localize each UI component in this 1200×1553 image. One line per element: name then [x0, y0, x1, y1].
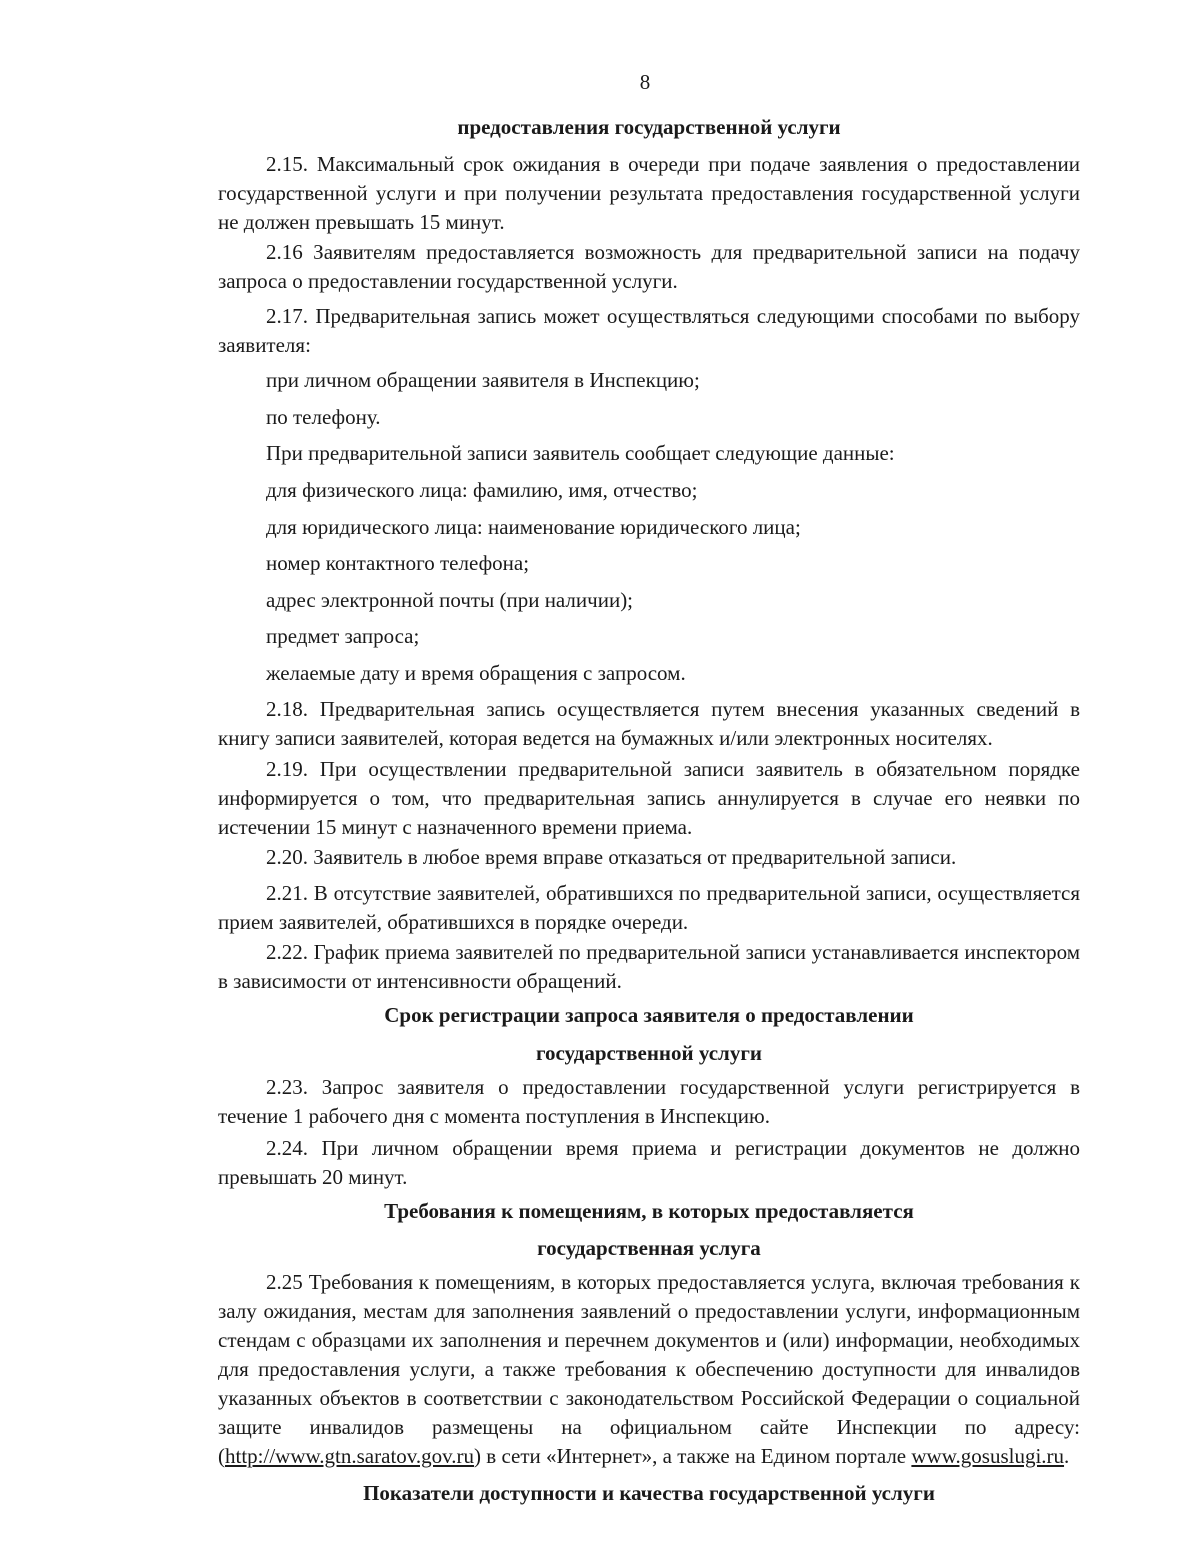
paragraph-2-25-end: . — [1064, 1444, 1070, 1468]
section-heading: государственная услуга — [537, 1236, 761, 1260]
section-heading: Срок регистрации запроса заявителя о предоставлении — [384, 1003, 914, 1027]
section-heading: государственной услуги — [536, 1041, 762, 1065]
paragraph-2-23: 2.23. Запрос заявителя о предоставлении государственной услуги регистрируется в течение 1 рабочего дня с момента поступления в Инспекцию. — [218, 1075, 1080, 1128]
paragraph-2-25-text: 2.25 Требования к помещениям, в которых предоставляется услуга, включая требования к залу ожидания, местам для заполнения заявлений о предоставлении услуги, информационным стендам с образцами их заполнения и перечнем документов и (или) информации, необходимых для предоставления услуги, а также требования к обеспечению доступности для инвалидов указанных объектов в соответствии с законодательством Российской Федерации о социальной защите инвалидов размещены на официальном сайте Инспекции по адресу: ( — [218, 1270, 1080, 1468]
paragraph-2-21: 2.21. В отсутствие заявителей, обратившихся по предварительной записи, осуществляется прием заявителей, обратившихся в порядке очереди. — [218, 881, 1080, 934]
gosuslugi-link[interactable]: www.gosuslugi.ru — [911, 1444, 1065, 1468]
list-item: для юридического лица: наименование юридического лица; — [266, 515, 801, 539]
list-item: для физического лица: фамилию, имя, отчество; — [266, 478, 698, 502]
paragraph-2-24: 2.24. При личном обращении время приема и регистрации документов не должно превышать 20 минут. — [218, 1136, 1080, 1189]
list-item: номер контактного телефона; — [266, 551, 530, 575]
paragraph-2-17: 2.17. Предварительная запись может осуществляться следующими способами по выбору заявителя: — [218, 304, 1080, 357]
list-item: При предварительной записи заявитель сообщает следующие данные: — [266, 441, 895, 465]
page-number: 8 — [639, 70, 651, 94]
section-heading: Показатели доступности и качества государственной услуги — [363, 1481, 935, 1505]
paragraph-2-15: 2.15. Максимальный срок ожидания в очереди при подаче заявления о предоставлении государственной услуги и при получении результата предоставления государственной услуги не должен превышать 15 минут. — [218, 152, 1080, 234]
paragraph-2-16: 2.16 Заявителям предоставляется возможность для предварительной записи на подачу запроса о предоставлении государственной услуги. — [218, 240, 1080, 293]
list-item: при личном обращении заявителя в Инспекцию; — [266, 368, 700, 392]
paragraph-2-19: 2.19. При осуществлении предварительной записи заявитель в обязательном порядке информируется о том, что предварительная запись аннулируется в случае его неявки по истечении 15 минут с назначенного времени приема. — [218, 757, 1080, 839]
paragraph-2-25-mid: ) в сети «Интернет», а также на Едином портале — [474, 1444, 912, 1468]
paragraph-2-22: 2.22. График приема заявителей по предварительной записи устанавливается инспектором в зависимости от интенсивности обращений. — [218, 940, 1080, 993]
section-heading: предоставления государственной услуги — [457, 115, 841, 139]
paragraph-2-25 — [218, 1268, 1080, 1471]
list-item: предмет запроса; — [266, 624, 420, 648]
paragraph-2-18: 2.18. Предварительная запись осуществляется путем внесения указанных сведений в книгу записи заявителей, которая ведется на бумажных и/или электронных носителях. — [218, 697, 1080, 750]
list-item: адрес электронной почты (при наличии); — [266, 588, 634, 612]
list-item: по телефону. — [266, 405, 381, 429]
paragraph-2-20: 2.20. Заявитель в любое время вправе отказаться от предварительной записи. — [266, 845, 957, 869]
list-item: желаемые дату и время обращения с запросом. — [266, 661, 686, 685]
section-heading: Требования к помещениям, в которых предоставляется — [384, 1199, 914, 1223]
gtn-site-link[interactable]: http://www.gtn.saratov.gov.ru — [225, 1444, 475, 1468]
